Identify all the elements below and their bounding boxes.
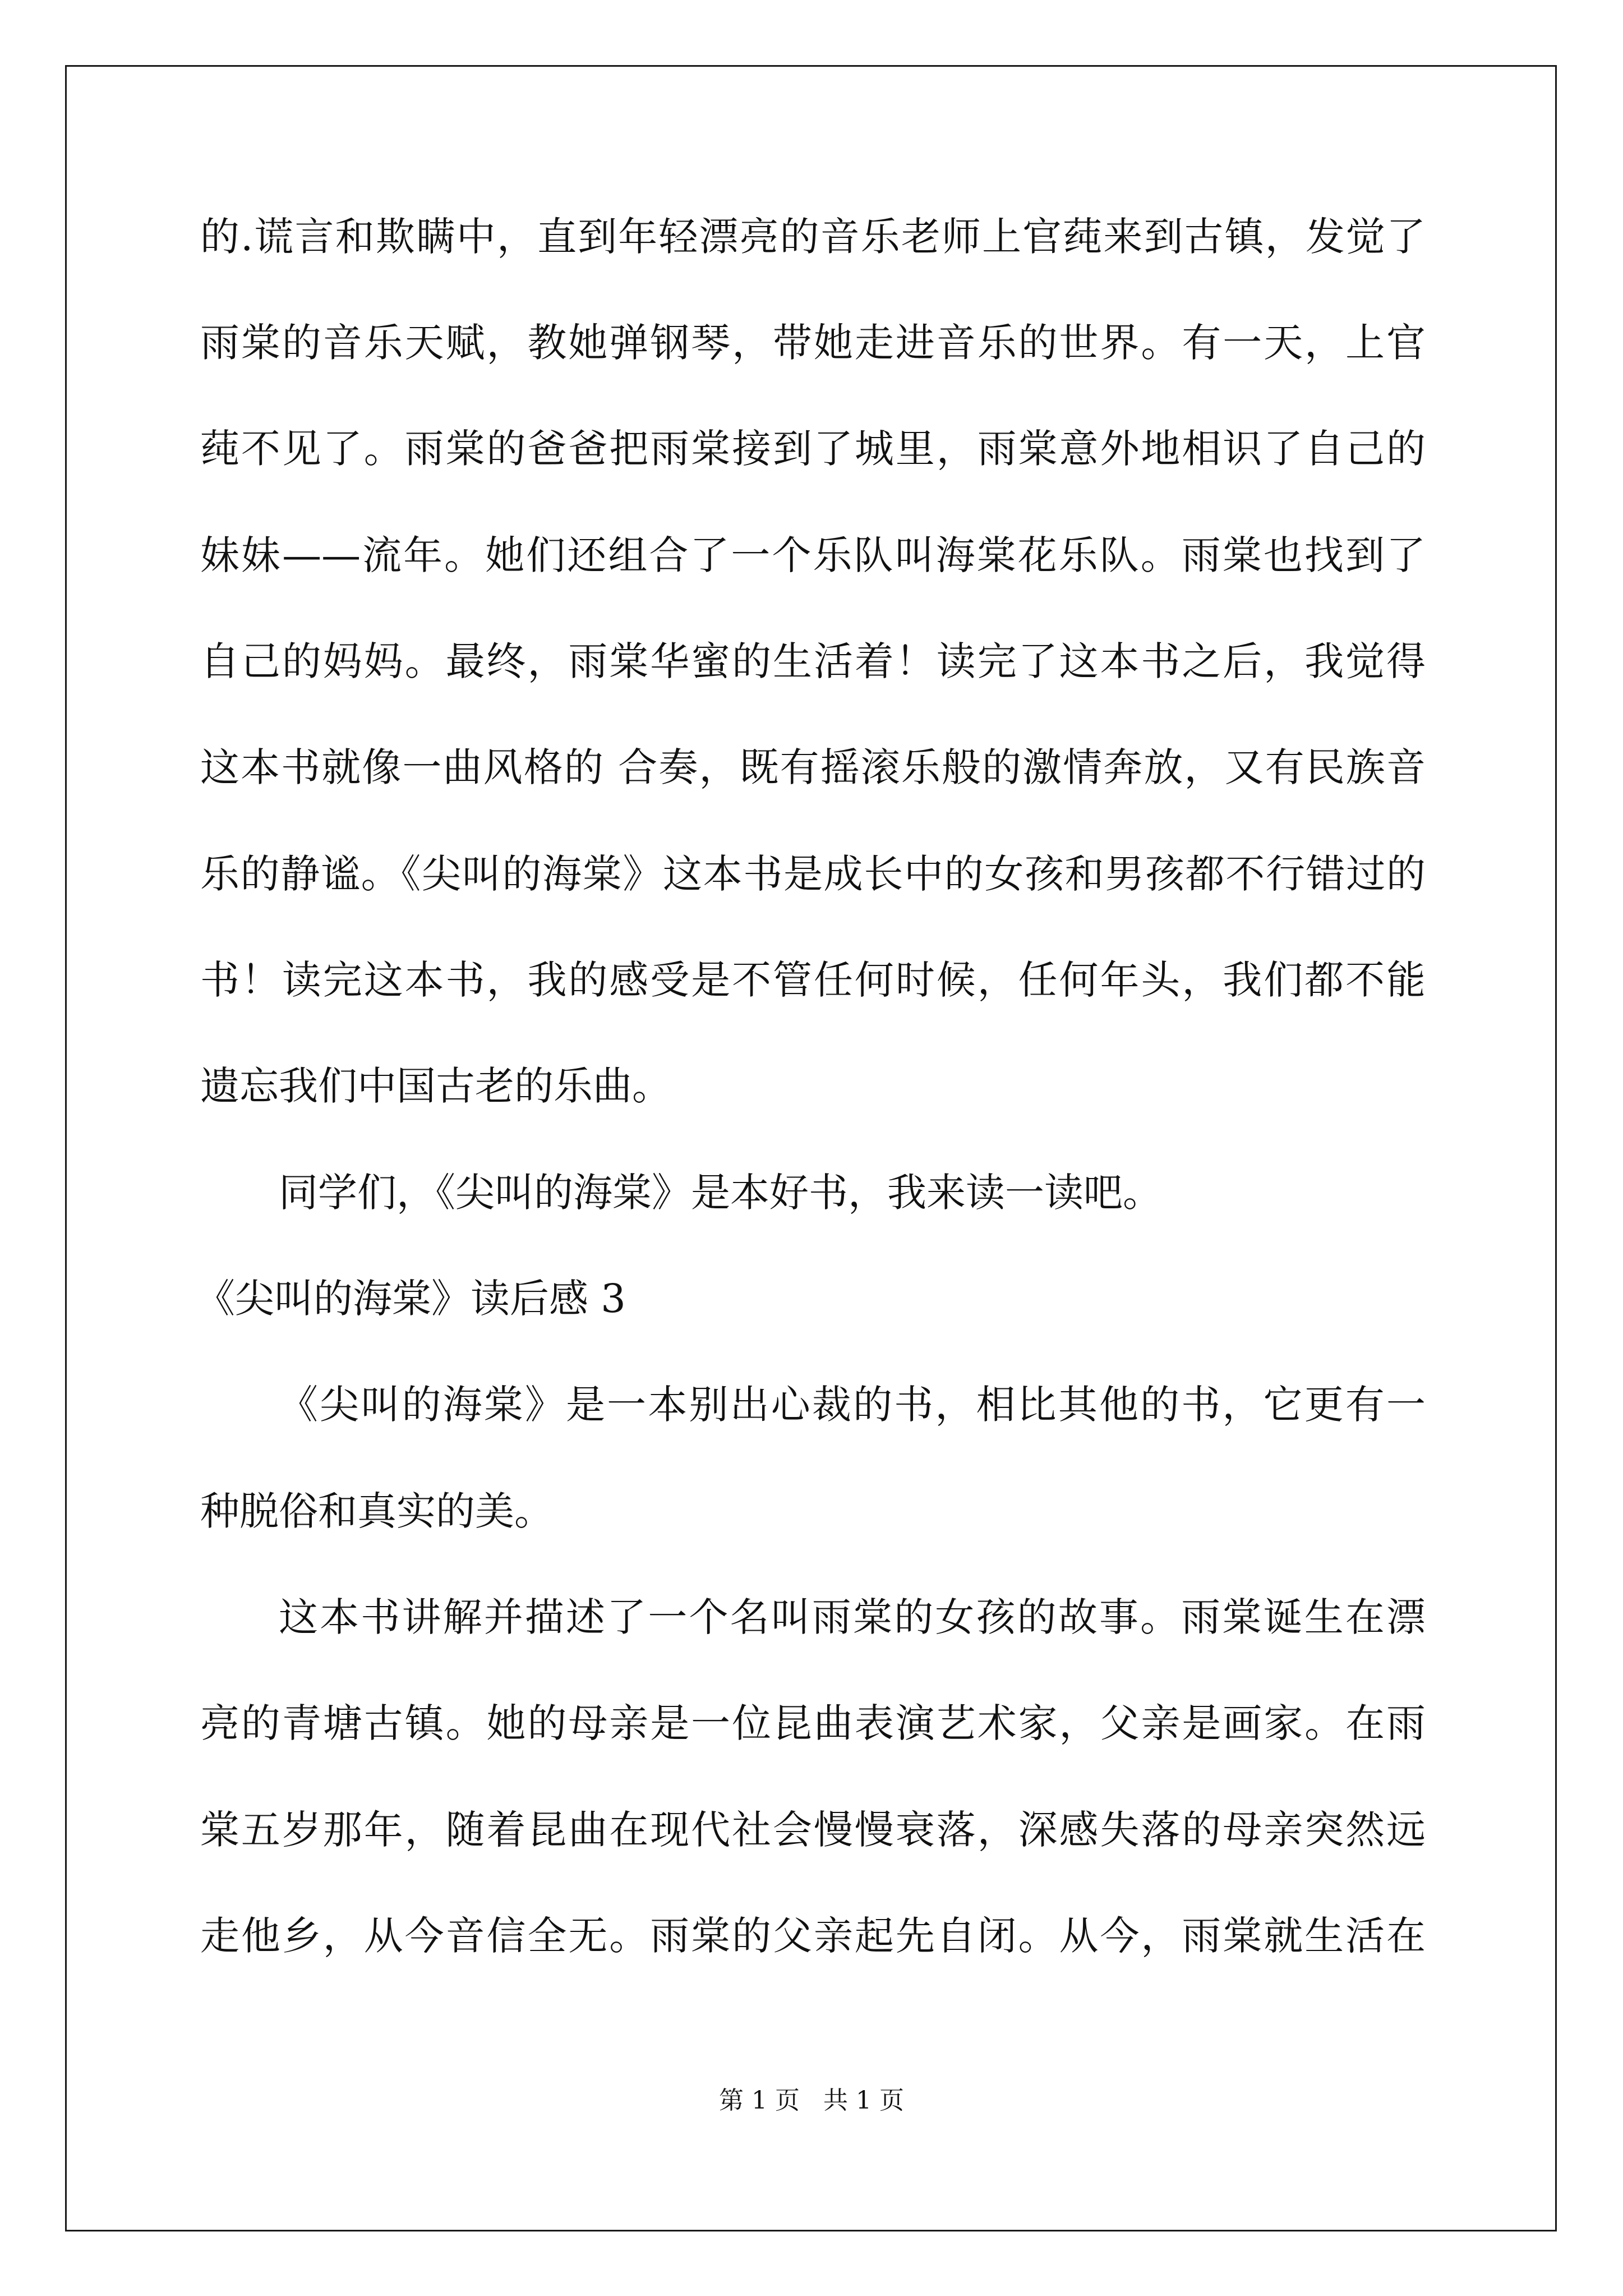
paragraph-line-2: 雨棠的音乐天赋，教她弹钢琴，带她走进音乐的世界。有一天，上官 xyxy=(200,320,1426,366)
paragraph-line-16: 棠五岁那年，随着昆曲在现代社会慢慢衰落，深感失落的母亲突然远 xyxy=(200,1807,1426,1853)
page-number-footer: 第 1 页 共 1 页 xyxy=(719,2086,904,2115)
paragraph-line-13: 种脱俗和真实的美。 xyxy=(200,1488,554,1534)
paragraph-line-3: 莼不见了。雨棠的爸爸把雨棠接到了城里，雨棠意外地相识了自己的 xyxy=(200,426,1426,472)
paragraph-line-8: 书！读完这本书，我的感受是不管任何时候，任何年头，我们都不能 xyxy=(200,957,1426,1003)
paragraph-line-9: 遗忘我们中国古老的乐曲。 xyxy=(200,1063,671,1109)
paragraph-line-5: 自己的妈妈。最终，雨棠华蜜的生活着！读完了这本书之后，我觉得 xyxy=(200,638,1426,684)
paragraph-line-1: 的.谎言和欺瞒中，直到年轻漂亮的音乐老师上官莼来到古镇，发觉了 xyxy=(200,214,1426,260)
section-heading: 《尖叫的海棠》读后感 3 xyxy=(196,1276,626,1322)
paragraph-line-4: 妹妹——流年。她们还组合了一个乐队叫海棠花乐队。雨棠也找到了 xyxy=(200,532,1426,578)
page-frame xyxy=(65,65,1557,2231)
paragraph-line-12: 《尖叫的海棠》是一本别出心裁的书，相比其他的书，它更有一 xyxy=(279,1382,1426,1428)
paragraph-line-6: 这本书就像一曲风格的 合奏，既有摇滚乐般的激情奔放，又有民族音 xyxy=(200,744,1426,790)
paragraph-line-7: 乐的静谧。《尖叫的海棠》这本书是成长中的女孩和男孩都不行错过的 xyxy=(200,851,1426,897)
paragraph-line-15: 亮的青塘古镇。她的母亲是一位昆曲表演艺术家，父亲是画家。在雨 xyxy=(200,1700,1426,1746)
paragraph-line-17: 走他乡，从今音信全无。雨棠的父亲起先自闭。从今，雨棠就生活在 xyxy=(200,1913,1426,1959)
paragraph-recommendation: 同学们，《尖叫的海棠》是本好书，我来读一读吧。 xyxy=(279,1170,1162,1216)
paragraph-line-14: 这本书讲解并描述了一个名叫雨棠的女孩的故事。雨棠诞生在漂 xyxy=(279,1594,1426,1640)
